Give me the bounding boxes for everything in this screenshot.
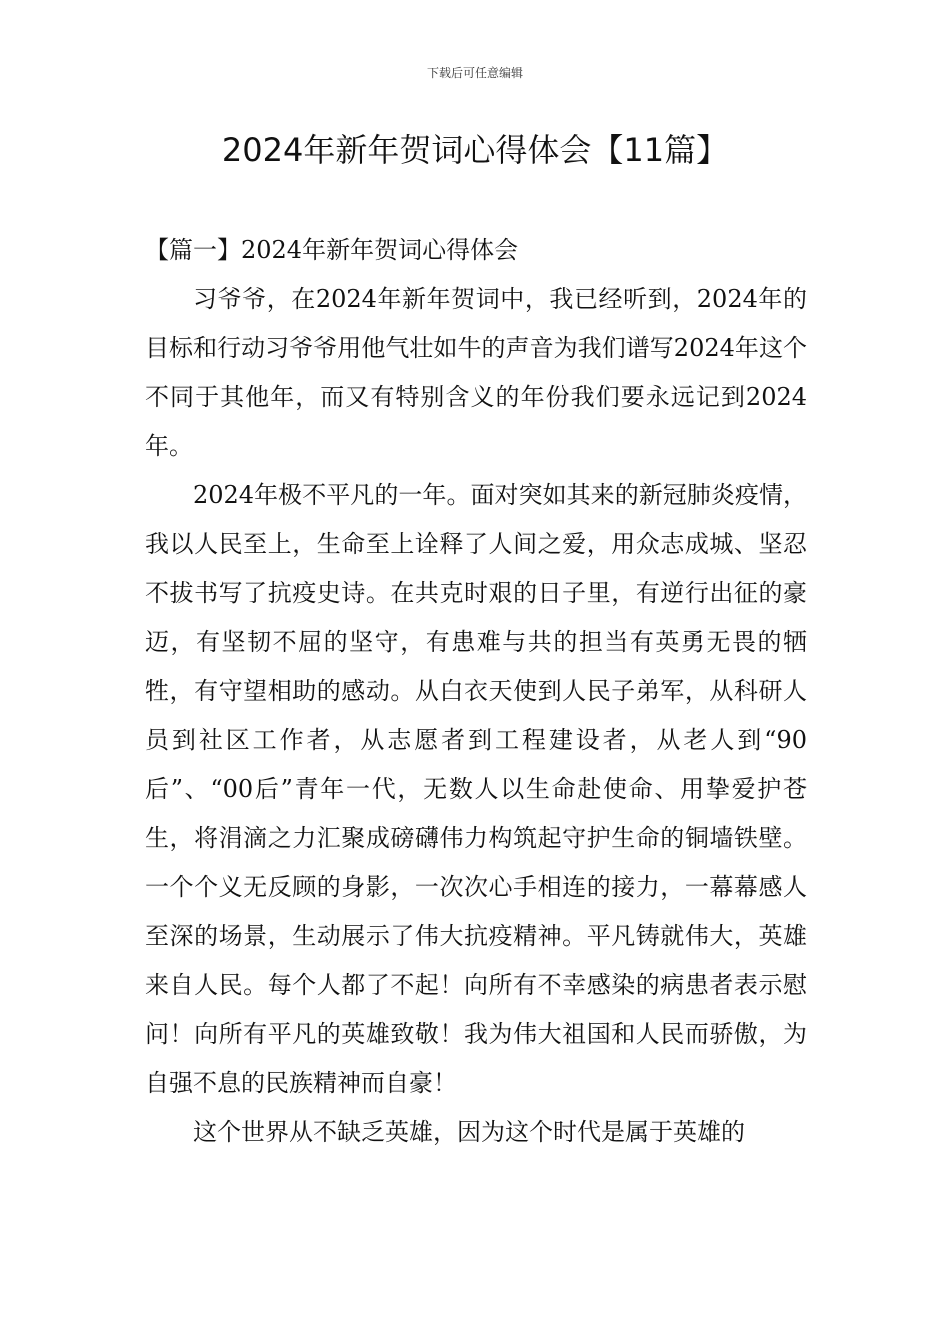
section-heading: 【篇一】2024年新年贺词心得体会 xyxy=(145,236,519,264)
paragraph: 习爷爷，在2024年新年贺词中，我已经听到，2024年的目标和行动习爷爷用他气壮如牛的声音为我们谱写2024年这个不同于其他年，而又有特别含义的年份我们要永远记到2024年。 xyxy=(145,285,807,460)
paragraph: 2024年极不平凡的一年。面对突如其来的新冠肺炎疫情，我以人民至上，生命至上诠释了人间之爱，用众志成城、坚忍不拔书写了抗疫史诗。在共克时艰的日子里，有逆行出征的豪迈，有坚韧不屈的坚守，有患难与共的担当有英勇无畏的牺牲，有守望相助的感动。从白衣天使到人民子弟军，从科研人员到社区工作者，从志愿者到工程建设者，从老人到“90后”、“00后”青年一代，无数人以生命赴使命、用挚爱护苍生，将涓滴之力汇聚成磅礴伟力构筑起守护生命的铜墙铁壁。一个个义无反顾的身影，一次次心手相连的接力，一幕幕感人至深的场景，生动展示了伟大抗疫精神。平凡铸就伟大，英雄来自人民。每个人都了不起！向所有不幸感染的病患者表示慰问！向所有平凡的英雄致敬！我为伟大祖国和人民而骄傲，为自强不息的民族精神而自豪！ xyxy=(145,481,807,1097)
document-title: 2024年新年贺词心得体会【11篇】 xyxy=(221,131,729,169)
header-note: 下载后可任意编辑 xyxy=(426,66,523,80)
document-body xyxy=(145,226,807,1157)
paragraph: 这个世界从不缺乏英雄，因为这个时代是属于英雄的 xyxy=(193,1118,745,1146)
